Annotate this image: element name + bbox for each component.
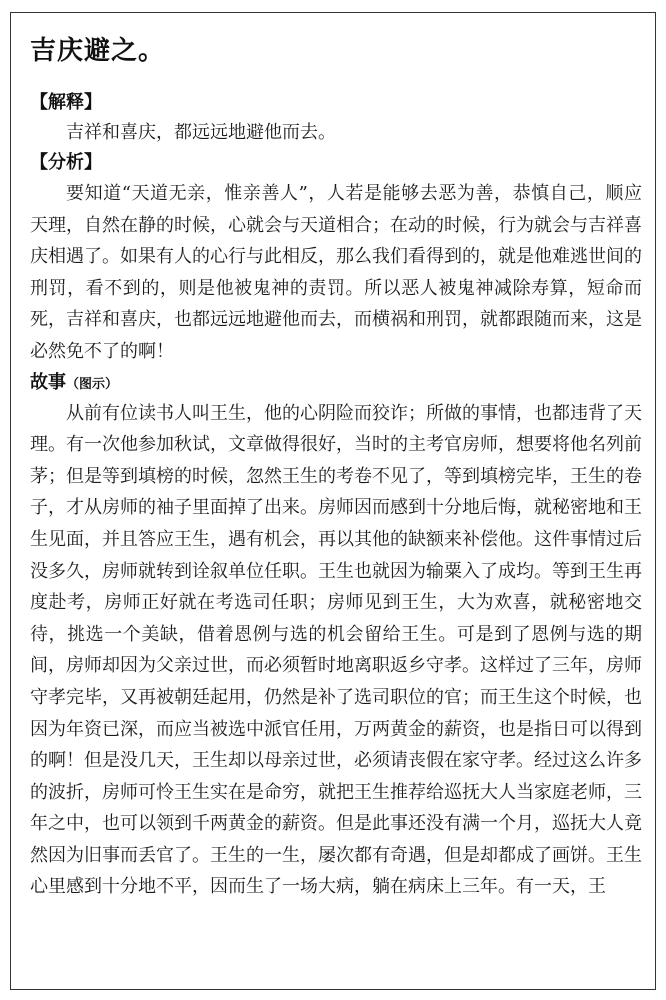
explain-text: 吉祥和喜庆，都远远地避他而去。 [66, 122, 336, 143]
story-heading-note: （图示） [66, 376, 119, 392]
page-title: 吉庆避之。 [30, 36, 166, 66]
story-heading-label: 故事 [30, 371, 66, 393]
story-text: 从前有位读书人叫王生，他的心阴险而狡诈；所做的事情，也都违背了天理。有一次他参加秋试，文章做得很好，当时的主考官房师，想要将他名列前茅；但是等到填榜的时候，忽然王生的考卷不见了，等到填榜完毕，王生的卷子，才从房师的袖子里面掉了出来。房师因而感到十分地后悔，就秘密地和王生见面，并且答应王生，遇有机会，再以其他的缺额来补偿他。这件事情过后没多久，房师就转到诠叙单位任职。王生也就因为输粟入了成均。等到王生再度赴考，房师正好就在考选司任职；房师见到王生，大为欢喜，就秘密地交待，挑选一个美缺，借着恩例与选的机会留给王生。可是到了恩例与选的期间，房师却因为父亲过世，而必须暂时地离职返乡守孝。这样过了三年，房师守孝完毕，又再被朝廷起用，仍然是补了选司职位的官；而王生这个时候，也因为年资已深，而应当被选中派官任用，万两黄金的薪资，也是指日可以得到的啊！但是没几天，王生却以母亲过世，必须请丧假在家守孝。经过这么许多的波折，房师可怜王生实在是命穷，就把王生推荐给巡抚大人当家庭老师，三年之中，也可以领到千两黄金的薪资。但是此事还没有满一个月，巡抚大人竟然因为旧事而丢官了。王生的一生，屡次都有奇遇，但是却都成了画饼。王生心里感到十分地不平，因而生了一场大病，躺在病床上三年。有一天，王 [30, 402, 642, 898]
story-heading [30, 368, 642, 398]
page-content [30, 88, 642, 903]
analysis-text: 要知道“天道无亲，惟亲善人”，人若是能够去恶为善，恭慎自己，顺应天理，自然在静的时候，心就会与天道相合；在动的时候，行为就会与吉祥喜庆相遇了。如果有人的心行与此相反，那么我们看得到的，就是他难逃世间的刑罚，看不到的，则是他被鬼神的责罚。所以恶人被鬼神减除寿算，短命而死，吉祥和喜庆，也都远远地避他而去，而横祸和刑罚，就都跟随而来，这是必然免不了的啊！ [30, 183, 642, 362]
explain-heading: 【解释】 [30, 92, 102, 113]
analysis-heading: 【分析】 [30, 152, 102, 173]
